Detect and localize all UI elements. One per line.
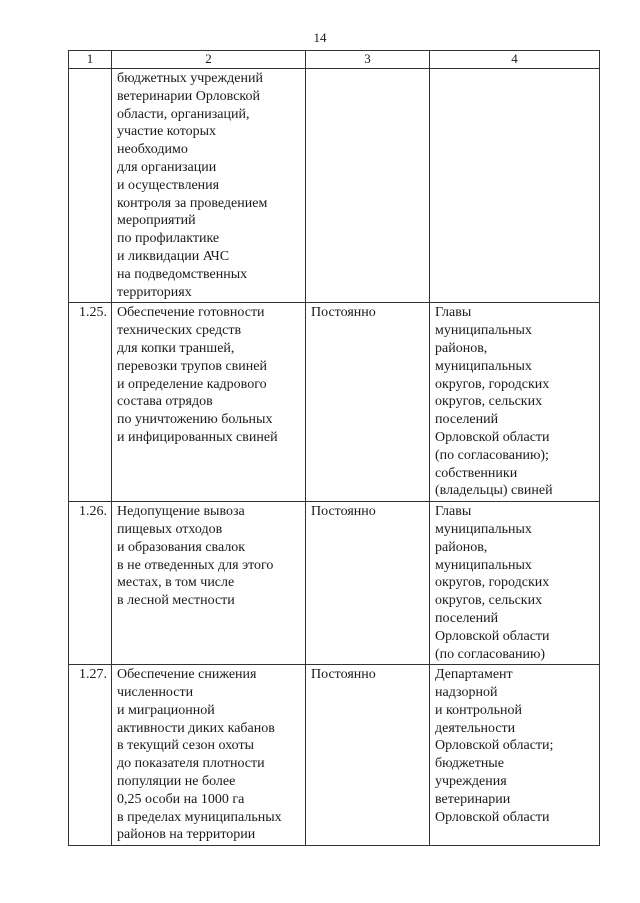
row-responsible: Главы муниципальных районов, муниципальных округов, городских округов, сельских поселений Орловской области (по согласованию); собственники (владельцы) свиней <box>430 303 600 502</box>
page-number: 14 <box>313 30 327 45</box>
table-row <box>69 665 600 846</box>
row-responsible: Департамент надзорной и контрольной деятельности Орловской области; бюджетные учреждения ветеринарии Орловской области <box>430 665 600 846</box>
column-header-1: 1 <box>69 51 112 69</box>
row-responsible: Главы муниципальных районов, муниципальных округов, городских округов, сельских поселений Орловской области (по согласованию) <box>430 502 600 665</box>
row-action: Обеспечение готовности технических средств для копки траншей, перевозки трупов свиней и определение кадрового состава отрядов по уничтожению больных и инфицированных свиней <box>112 303 306 502</box>
row-number: 1.25. <box>69 303 112 502</box>
row-number: 1.27. <box>69 665 112 846</box>
column-header-3: 3 <box>306 51 430 69</box>
row-term: Постоянно <box>306 502 430 665</box>
measures-table <box>68 50 600 846</box>
table-header-row <box>69 51 600 69</box>
row-action: бюджетных учреждений ветеринарии Орловской области, организаций, участие которых необходимо для организации и осуществления контроля за проведением мероприятий по профилактике и ликвидации АЧС на подведомственных территориях <box>112 69 306 303</box>
row-responsible <box>430 69 600 303</box>
row-term <box>306 69 430 303</box>
row-term: Постоянно <box>306 303 430 502</box>
row-number: 1.26. <box>69 502 112 665</box>
column-header-4: 4 <box>430 51 600 69</box>
table-row <box>69 303 600 502</box>
row-number <box>69 69 112 303</box>
row-action: Недопущение вывоза пищевых отходов и образования свалок в не отведенных для этого местах, в том числе в лесной местности <box>112 502 306 665</box>
row-term: Постоянно <box>306 665 430 846</box>
table-row <box>69 69 600 303</box>
column-header-2: 2 <box>112 51 306 69</box>
table-row <box>69 502 600 665</box>
row-action: Обеспечение снижения численности и миграционной активности диких кабанов в текущий сезон охоты до показателя плотности популяции не более 0,25 особи на 1000 га в пределах муниципальных районов на территории <box>112 665 306 846</box>
